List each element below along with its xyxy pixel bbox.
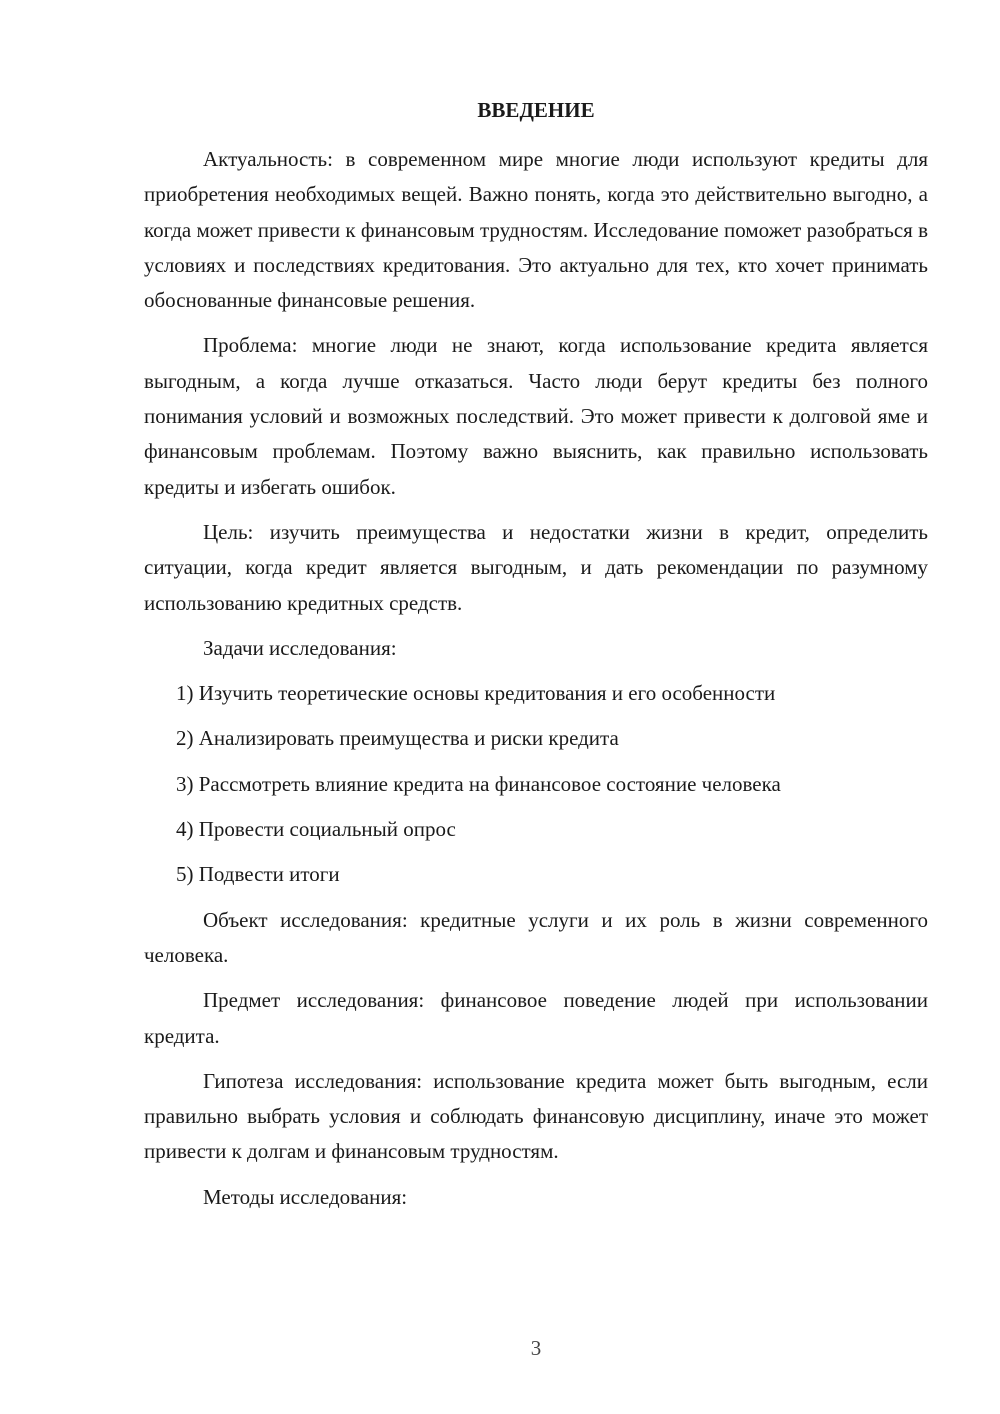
- methods-title: Методы исследования:: [203, 1184, 408, 1209]
- task-item-1: 1) Изучить теоретические основы кредитования и его особенности: [176, 681, 776, 706]
- task-item-4: 4) Провести социальный опрос: [176, 817, 456, 842]
- task-item-2: 2) Анализировать преимущества и риски кредита: [176, 726, 619, 751]
- relevance-paragraph: Актуальность: в современном мире многие люди используют кредиты для приобретения необходимых вещей. Важно понять, когда это действительно выгодно, а когда может привести к финансовым трудностям. Исследование поможет разобраться в условиях и последствиях кредитования. Это актуально для тех, кто хочет принимать обоснованные финансовые решения.: [144, 147, 928, 313]
- hypothesis-paragraph: Гипотеза исследования: использование кредита может быть выгодным, если правильно выбрать условия и соблюдать финансовую дисциплину, иначе это может привести к долгам и финансовым трудностям.: [144, 1068, 928, 1164]
- page-number: 3: [530, 1336, 542, 1360]
- goal-paragraph: Цель: изучить преимущества и недостатки жизни в кредит, определить ситуации, когда кредит является выгодным, и дать рекомендации по разумному использованию кредитных средств.: [144, 519, 928, 615]
- subject-paragraph: Предмет исследования: финансовое поведение людей при использовании кредита.: [144, 988, 928, 1048]
- task-item-3: 3) Рассмотреть влияние кредита на финансовое состояние человека: [176, 771, 781, 796]
- problem-paragraph: Проблема: многие люди не знают, когда использование кредита является выгодным, а когда лучше отказаться. Часто люди берут кредиты без полного понимания условий и возможных последствий. Это может привести к долговой яме и финансовым проблемам. Поэтому важно выяснить, как правильно использовать кредиты и избегать ошибок.: [144, 333, 928, 499]
- tasks-title: Задачи исследования:: [203, 635, 397, 660]
- object-paragraph: Объект исследования: кредитные услуги и их роль в жизни современного человека.: [144, 907, 928, 967]
- tasks-list: [144, 676, 928, 892]
- task-item-5: 5) Подвести итоги: [176, 862, 340, 887]
- page-heading: ВВЕДЕНИЕ: [477, 98, 595, 122]
- page-content: [144, 142, 928, 1225]
